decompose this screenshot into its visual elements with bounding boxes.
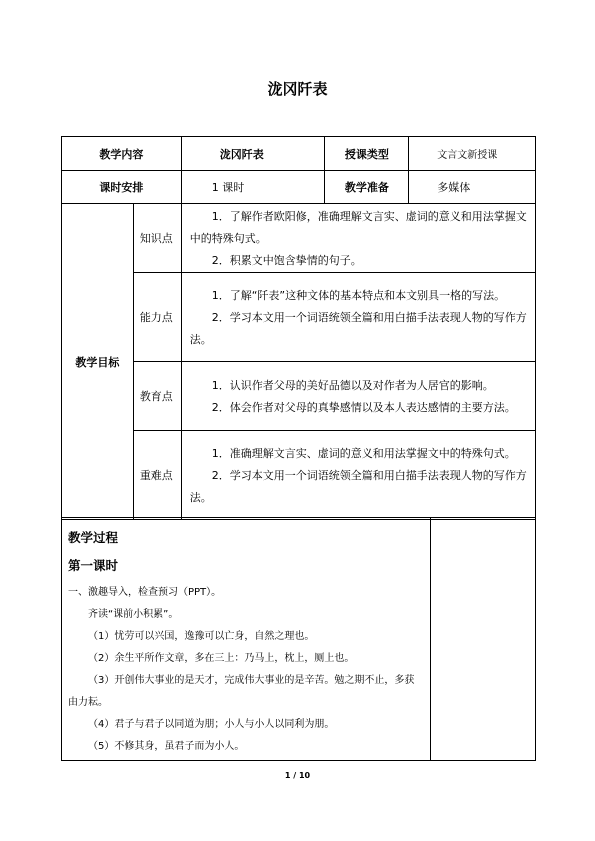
type-label: 授课类型 [325,137,409,171]
prep-value: 多媒体 [409,171,536,204]
notes-cell [431,518,536,761]
process-cell [62,518,431,761]
period-heading: 第一课时 [68,558,119,573]
page-number: 1 / 10 [284,771,311,780]
content-label: 教学内容 [62,137,182,171]
goal-content-key-difficult: 1．准确理解文言实、虚词的意义和用法掌握文中的特殊句式。 2．学习本文用一个词语统领全篇和用白描手法表现人物的写作方法。 [181,431,535,520]
goal-content-education: 1．认识作者父母的美好品德以及对作者为人居官的影响。 2．体会作者对父母的真挚感情以及本人表达感情的主要方法。 [181,362,535,431]
goal-label-knowledge: 知识点 [133,204,181,273]
process-line: 一、激趣导入，检查预习（PPT）。 [68,587,222,598]
goal-content-knowledge: 1．了解作者欧阳修，准确理解文言实、虚词的意义和用法掌握文中的特殊句式。 2．积累文中饱含挚情的句子。 [181,204,535,273]
page-title: 泷冈阡表 [267,80,328,98]
schedule-label: 课时安排 [62,171,182,204]
goal-label-education: 教育点 [133,362,181,431]
process-line: （1）忧劳可以兴国，逸豫可以亡身，自然之理也。 [88,631,315,642]
prep-label: 教学准备 [325,171,409,204]
process-line: （5）不修其身，虽君子而为小人。 [88,741,245,752]
schedule-value: 1 课时 [181,171,325,204]
process-line: （4）君子与君子以同道为朋；小人与小人以同利为朋。 [88,719,335,730]
goals-label: 教学目标 [62,204,134,520]
goal-content-ability: 1．了解“阡表”这种文体的基本特点和本文别具一格的写法。 2．学习本文用一个词语统领全篇和用白描手法表现人物的写作方法。 [181,273,535,362]
process-table [61,517,536,761]
lesson-info-table [61,136,536,520]
process-heading: 教学过程 [68,530,119,545]
type-value: 文言文新授课 [409,137,536,171]
content-value: 泷冈阡表 [181,137,325,171]
goal-label-ability: 能力点 [133,273,181,362]
process-line: （3）开创伟大事业的是天才，完成伟大事业的是辛苦。勉之期不止，多获由力耘。 [68,675,415,708]
process-line: （2）余生平所作文章，多在三上：乃马上，枕上，厕上也。 [88,653,355,664]
process-line: 齐读“课前小积累”。 [88,609,179,620]
goal-label-key-difficult: 重难点 [133,431,181,520]
